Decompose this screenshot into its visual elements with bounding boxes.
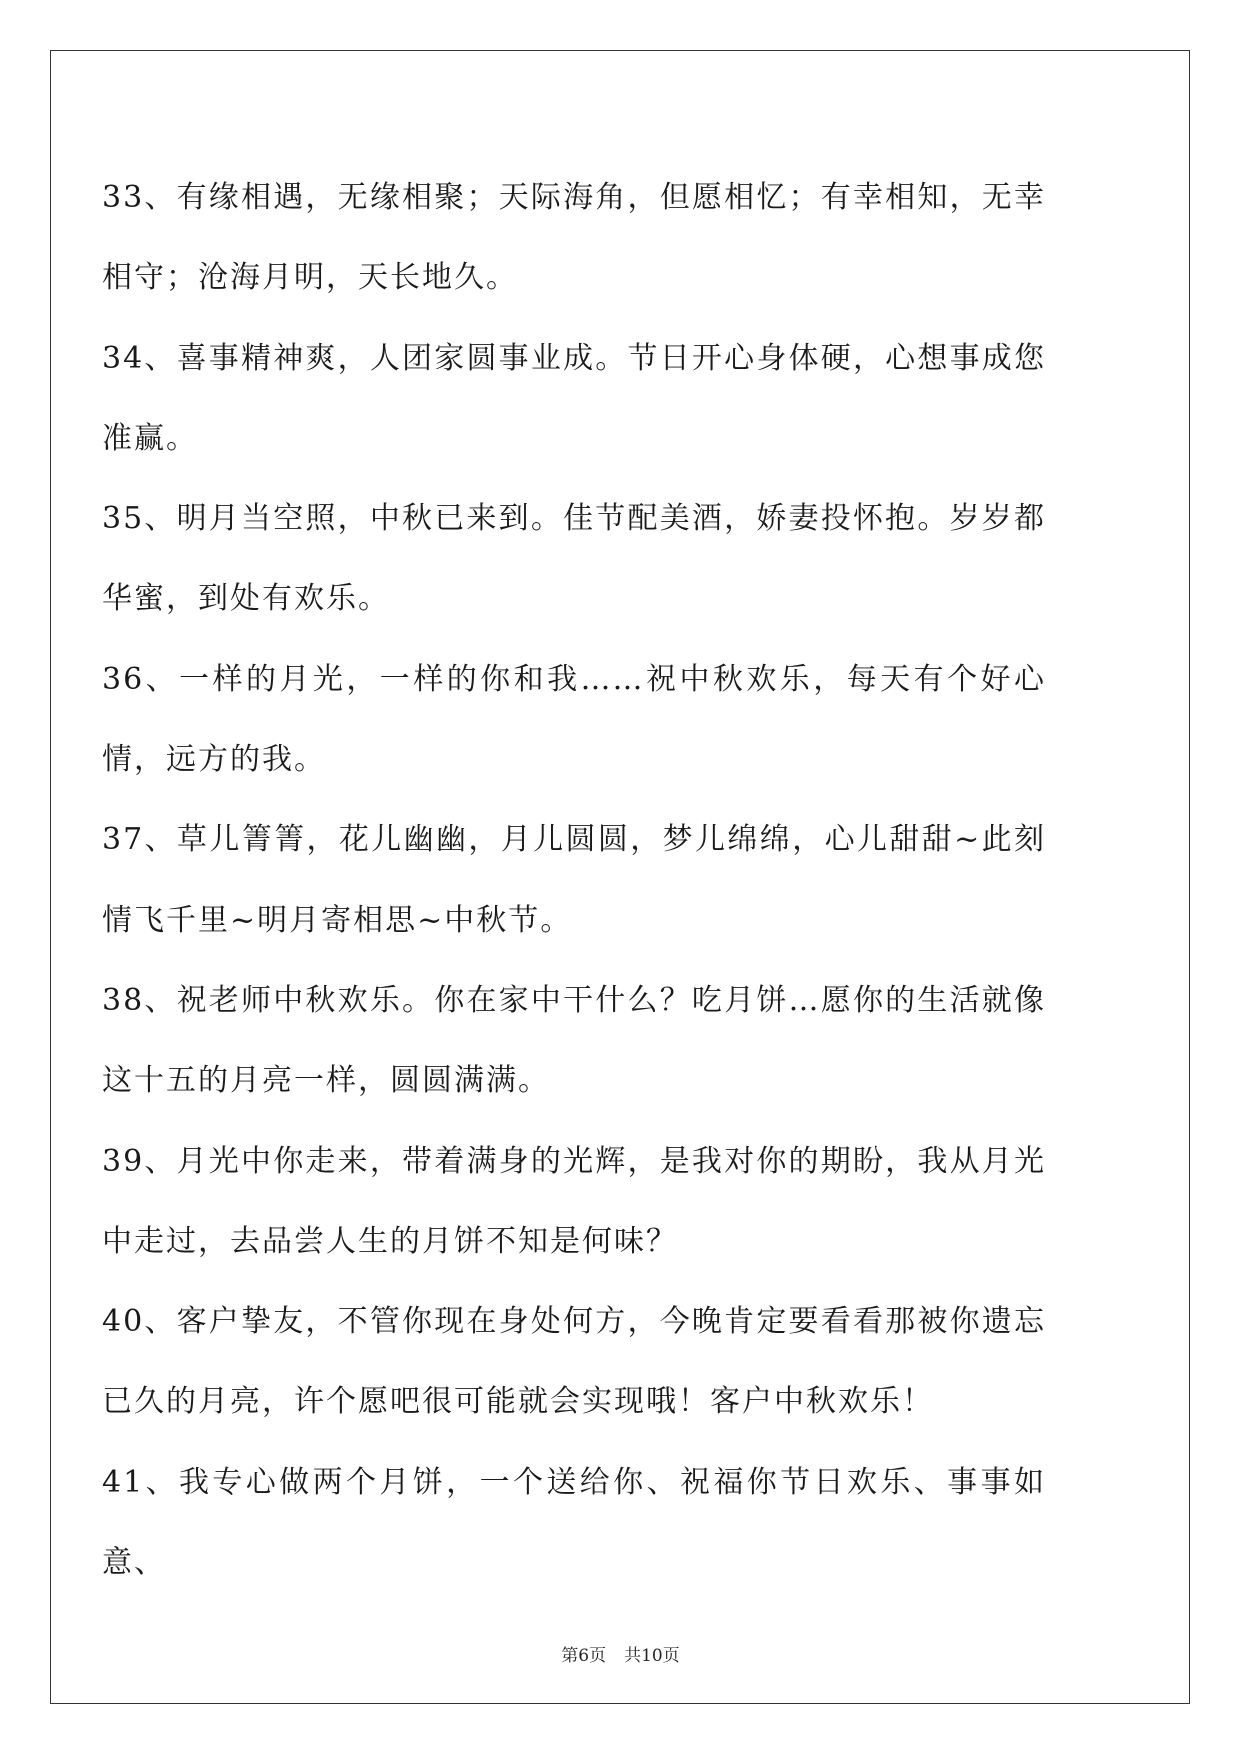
paragraph-37: 37、草儿箐箐，花儿幽幽，月儿圆圆，梦儿绵绵，心儿甜甜~此刻情飞千里~明月寄相思~中秋节。 — [102, 822, 1046, 938]
paragraph-34: 34、喜事精神爽，人团家圆事业成。节日开心身体硬，心想事成您准赢。 — [102, 340, 1046, 456]
paragraph-33: 33、有缘相遇，无缘相聚；天际海角，但愿相忆；有幸相知，无幸相守；沧海月明，天长地久。 — [102, 180, 1046, 296]
page-footer — [0, 1641, 1241, 1666]
page-total: 共10页 — [624, 1646, 680, 1666]
paragraph-38: 38、祝老师中秋欢乐。你在家中干什么？吃月饼…愿你的生活就像这十五的月亮一样，圆圆满满。 — [102, 982, 1046, 1099]
paragraph-41: 41、我专心做两个月饼，一个送给你、祝福你节日欢乐、事事如意、 — [102, 1464, 1046, 1581]
paragraph-35: 35、明月当空照，中秋已来到。佳节配美酒，娇妻投怀抱。岁岁都华蜜，到处有欢乐。 — [102, 501, 1046, 617]
paragraph-36: 36、一样的月光，一样的你和我……祝中秋欢乐，每天有个好心情，远方的我。 — [102, 661, 1046, 778]
document-body — [102, 158, 1046, 1603]
paragraph-40: 40、客户挚友，不管你现在身处何方，今晚肯定要看看那被你遗忘已久的月亮，许个愿吧很可能就会实现哦！客户中秋欢乐！ — [102, 1304, 1046, 1420]
page-number: 第6页 — [561, 1646, 607, 1666]
paragraph-39: 39、月光中你走来，带着满身的光辉，是我对你的期盼，我从月光中走过，去品尝人生的月饼不知是何味？ — [102, 1143, 1046, 1259]
